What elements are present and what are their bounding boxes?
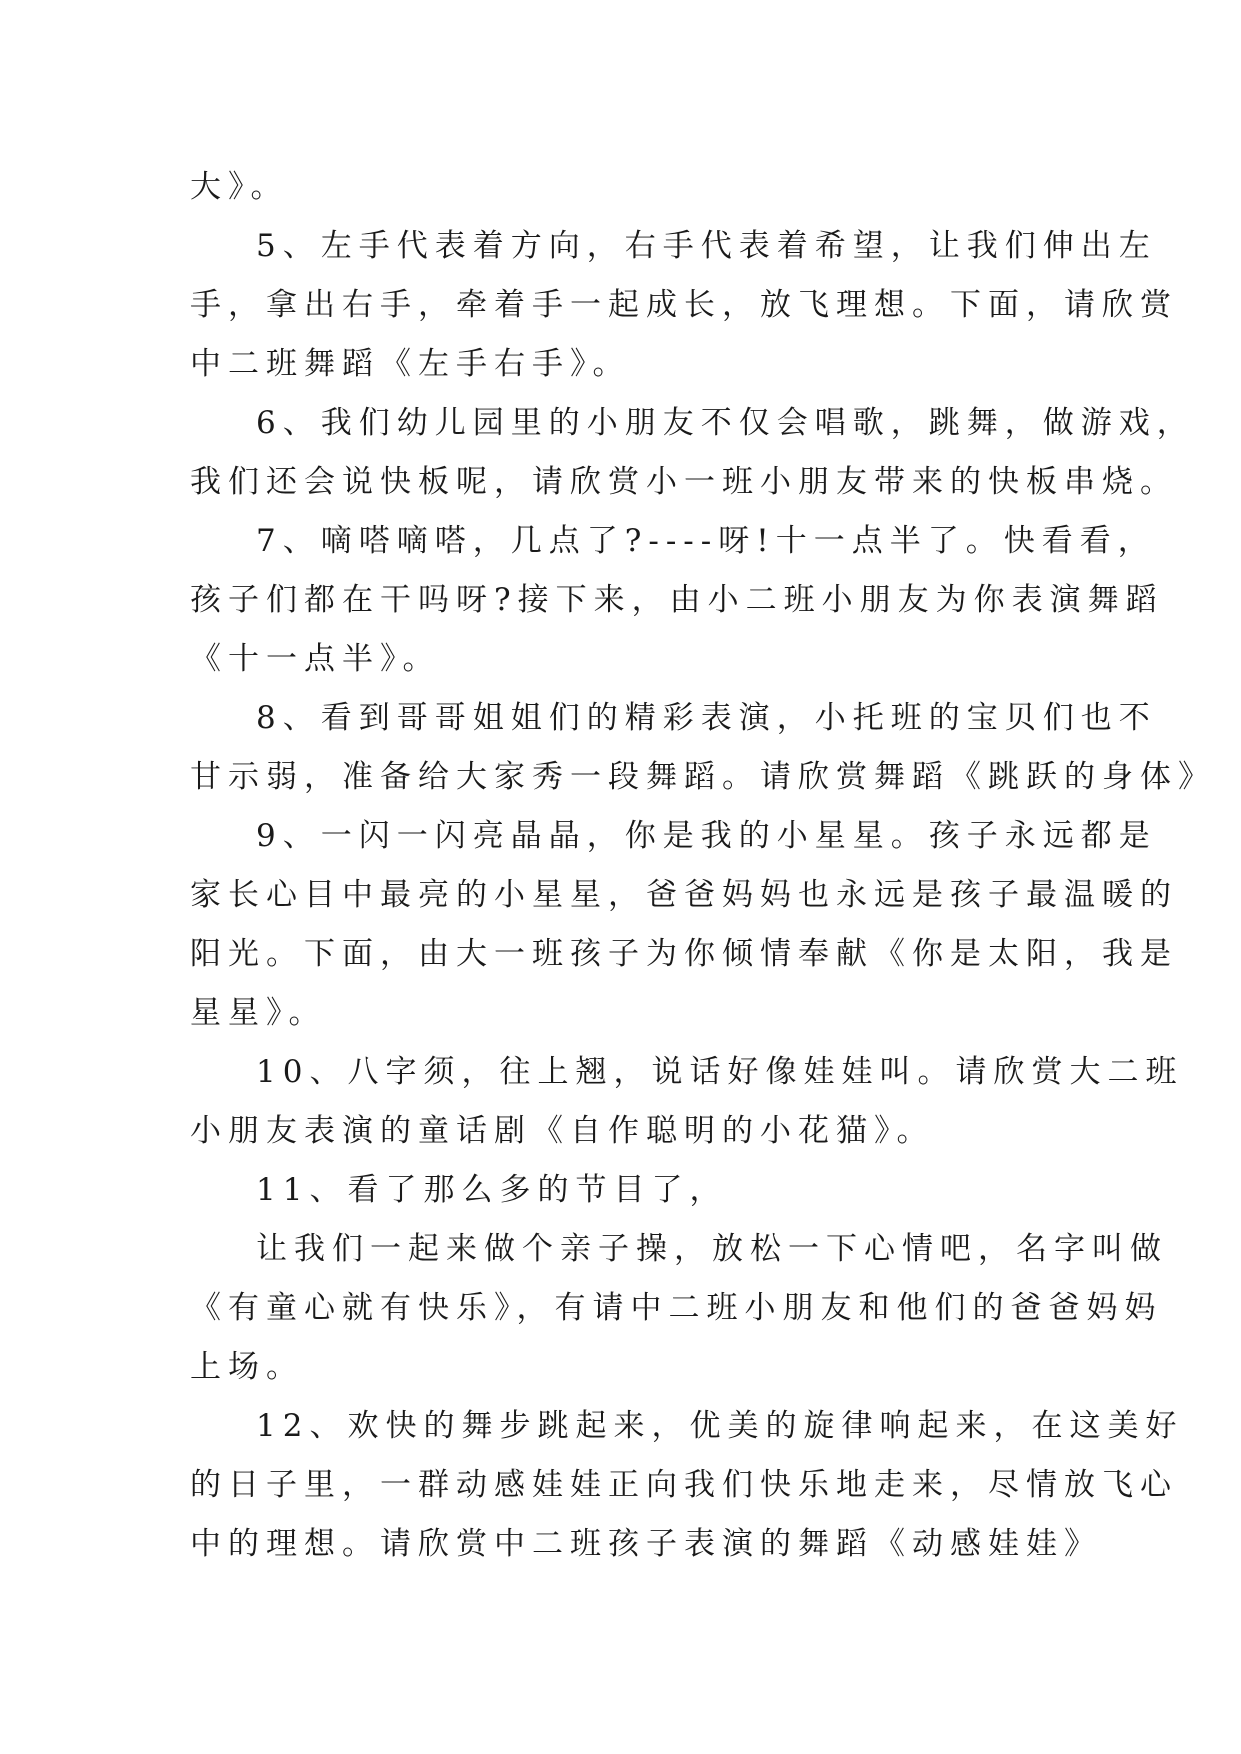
text-line: 12、欢快的舞步跳起来，优美的旋律响起来，在这美好 bbox=[256, 1408, 1184, 1444]
text-line: 7、嘀嗒嘀嗒，几点了?----呀!十一点半了。快看看， bbox=[256, 523, 1156, 559]
text-line: 中的理想。请欣赏中二班孩子表演的舞蹈《动感娃娃》 bbox=[190, 1526, 1102, 1562]
text-line: 小朋友表演的童话剧《自作聪明的小花猫》。 bbox=[190, 1113, 935, 1149]
text-line: 《有童心就有快乐》，有请中二班小朋友和他们的爸爸妈妈 bbox=[190, 1290, 1163, 1326]
text-line: 我们还会说快板呢，请欣赏小一班小朋友带来的快板串烧。 bbox=[190, 464, 1178, 500]
text-line: 5、左手代表着方向，右手代表着希望，让我们伸出左 bbox=[256, 228, 1157, 264]
text-line: 上场。 bbox=[190, 1349, 304, 1385]
text-line: 孩子们都在干吗呀?接下来，由小二班小朋友为你表演舞蹈 bbox=[190, 582, 1164, 618]
text-line: 8、看到哥哥姐姐们的精彩表演，小托班的宝贝们也不 bbox=[256, 700, 1157, 736]
text-line: 《十一点半》。 bbox=[190, 641, 441, 677]
text-line: 星星》。 bbox=[190, 995, 327, 1031]
text-line: 11、看了那么多的节目了， bbox=[256, 1172, 728, 1208]
text-line: 6、我们幼儿园里的小朋友不仅会唱歌，跳舞，做游戏， bbox=[256, 405, 1195, 441]
text-line: 的日子里，一群动感娃娃正向我们快乐地走来，尽情放飞心 bbox=[190, 1467, 1178, 1503]
text-line: 10、八字须，往上翘，说话好像娃娃叫。请欣赏大二班 bbox=[256, 1054, 1184, 1090]
text-line: 阳光。下面，由大一班孩子为你倾情奉献《你是太阳，我是 bbox=[190, 936, 1178, 972]
text-line: 手，拿出右手，牵着手一起成长，放飞理想。下面，请欣赏 bbox=[190, 287, 1178, 323]
text-line: 中二班舞蹈《左手右手》。 bbox=[190, 346, 631, 382]
text-line: 大》。 bbox=[190, 169, 289, 205]
document-body bbox=[190, 158, 1216, 1574]
text-line: 甘示弱，准备给大家秀一段舞蹈。请欣赏舞蹈《跳跃的身体》 bbox=[190, 759, 1216, 795]
text-line: 9、一闪一闪亮晶晶，你是我的小星星。孩子永远都是 bbox=[256, 818, 1157, 854]
text-line: 家长心目中最亮的小星星，爸爸妈妈也永远是孩子最温暖的 bbox=[190, 877, 1178, 913]
text-line: 让我们一起来做个亲子操，放松一下心情吧，名字叫做 bbox=[256, 1231, 1168, 1267]
